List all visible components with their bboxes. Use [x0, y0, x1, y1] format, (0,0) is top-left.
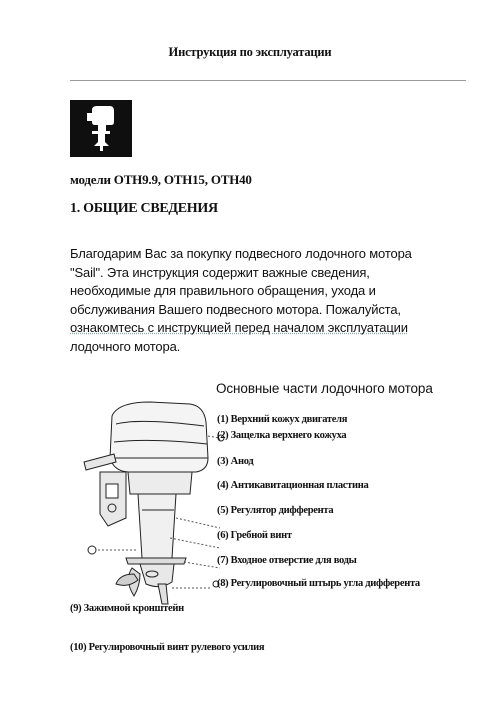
part-label-6: (6) Гребной винт	[217, 530, 292, 541]
models-list: OTH9.9, OTH15, OTH40	[113, 172, 252, 187]
intro-paragraph	[70, 245, 470, 356]
intro-line: лодочного мотора.	[70, 338, 181, 354]
part-label-4: (4) Антикавитационная пластина	[217, 480, 369, 491]
document-title: Инструкция по эксплуатации	[168, 45, 332, 59]
part-label-10: (10) Регулировочный винт рулевого усилия	[70, 642, 265, 653]
part-label-2: (2) Защелка верхнего кожуха	[217, 430, 347, 441]
part-label-9: (9) Зажимной кронштейн	[70, 603, 184, 614]
part-label-3: (3) Анод	[217, 456, 254, 467]
models-line	[70, 172, 252, 188]
intro-line: необходимые для правильного обращения, ухода и	[70, 283, 376, 298]
section-heading: 1. ОБЩИЕ СВЕДЕНИЯ	[70, 201, 218, 216]
parts-title: Основные части лодочного мотора	[216, 381, 433, 396]
intro-line: обслуживания Вашего подвесного мотора. Пожалуйста,	[70, 301, 401, 317]
part-label-5: (5) Регулятор дифферента	[217, 505, 334, 516]
header-divider	[70, 80, 466, 81]
part-label-8: (8) Регулировочный штырь угла дифферента	[217, 578, 420, 589]
part-label-7: (7) Входное отверстие для воды	[217, 555, 357, 566]
part-label-1: (1) Верхний кожух двигателя	[217, 414, 348, 425]
intro-line: Благодарим Вас за покупку подвесного лодочного мотора	[70, 246, 412, 261]
models-prefix: модели	[70, 172, 114, 187]
outboard-motor-diagram	[80, 398, 225, 608]
intro-line: ознакомтесь с инструкцией перед началом эксплуатации	[70, 320, 408, 335]
intro-line: "Sail". Эта инструкция содержит важные сведения,	[70, 264, 370, 280]
outboard-motor-logo-icon	[70, 100, 132, 157]
